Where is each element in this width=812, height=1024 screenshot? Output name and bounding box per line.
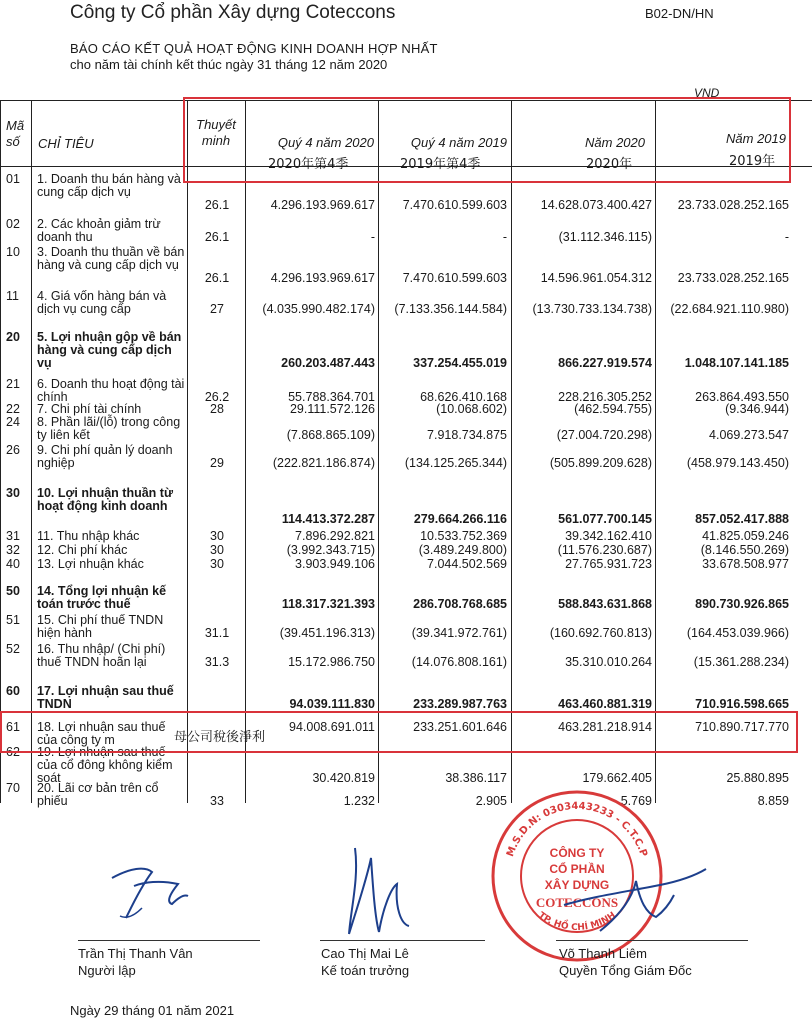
value-q4-2019: (14.076.808.161)	[411, 655, 507, 669]
value-y2020: 27.765.931.723	[565, 557, 652, 571]
value-y2020: 228.216.305.252	[558, 390, 652, 404]
value-y2019: 41.825.059.246	[702, 529, 789, 543]
value-q4-2020: (39.451.196.313)	[279, 626, 375, 640]
row-code: 11	[6, 289, 19, 303]
row-item-name: 5. Lợi nhuận gộp về bán hàng và cung cấp dịch vụ	[37, 330, 182, 370]
signature-line-preparer	[78, 940, 260, 941]
row-note: 26.1	[204, 198, 230, 212]
col-header-q4-2020: Quý 4 năm 2020	[277, 135, 374, 150]
report-title: BÁO CÁO KẾT QUẢ HOẠT ĐỘNG KINH DOANH HỢP NHẤT	[70, 41, 438, 56]
row-item-name: 9. Chi phí quản lý doanh nghiệp	[37, 443, 173, 470]
signer-title-preparer: Người lập	[78, 963, 136, 978]
value-q4-2019: 7.044.502.569	[427, 557, 507, 571]
signer-name-director: Võ Thanh Liêm	[559, 946, 647, 961]
annotation-parent-net-profit: 母公司稅後淨利	[174, 730, 266, 745]
row-code: 61	[6, 720, 20, 734]
value-q4-2019: -	[502, 230, 507, 244]
value-y2019: (8.146.550.269)	[700, 543, 789, 557]
value-q4-2020: (4.035.990.482.174)	[262, 302, 375, 316]
value-q4-2020: 30.420.819	[312, 771, 375, 785]
value-y2020: 463.460.881.319	[558, 697, 652, 711]
value-q4-2020: 1.232	[343, 794, 375, 808]
value-q4-2019: 337.254.455.019	[413, 356, 507, 370]
value-y2020: (462.594.755)	[574, 402, 652, 416]
col-header-y2020: Năm 2020	[585, 135, 645, 150]
row-note: 31.3	[204, 655, 230, 669]
value-y2020: 561.077.700.145	[558, 512, 652, 526]
col-header-y2019: Năm 2019	[726, 131, 786, 146]
value-y2019: 710.890.717.770	[695, 720, 789, 734]
report-subtitle: cho năm tài chính kết thúc ngày 31 tháng 12 năm 2020	[70, 57, 388, 72]
signature-chief-accountant	[335, 838, 425, 943]
row-code: 40	[6, 557, 20, 571]
value-q4-2020: (3.992.343.715)	[286, 543, 375, 557]
row-code: 31	[6, 529, 20, 543]
row-item-name: 1. Doanh thu bán hàng và cung cấp dịch vụ	[37, 172, 181, 199]
value-q4-2019: (134.125.265.344)	[404, 456, 507, 470]
value-q4-2019: 233.251.601.646	[413, 720, 507, 734]
report-date: Ngày 29 tháng 01 năm 2021	[70, 1003, 235, 1018]
signature-preparer	[100, 858, 195, 928]
row-item-name: 19. Lợi nhuận sau thuế của cổ đông không kiểm soát	[37, 745, 173, 785]
value-y2020: 14.628.073.400.427	[540, 198, 652, 212]
value-q4-2020: -	[370, 230, 375, 244]
signature-line-accountant	[320, 940, 485, 941]
signature-general-director	[560, 845, 710, 940]
stamp-line-1: CÔNG TY	[549, 846, 605, 860]
row-item-name: 14. Tổng lợi nhuận kế toán trước thuế	[37, 584, 167, 611]
value-q4-2019: 38.386.117	[445, 771, 507, 785]
currency-unit: VND	[694, 86, 720, 100]
value-y2019: (458.979.143.450)	[686, 456, 789, 470]
header-highlight-box	[183, 97, 791, 183]
row-note: 28	[210, 402, 224, 416]
value-y2019: (15.361.288.234)	[693, 655, 789, 669]
row-item-name: 6. Doanh thu hoạt động tài chính	[37, 377, 185, 404]
row-item-name: 3. Doanh thu thuần về bán hàng và cung cấp dịch vụ	[37, 245, 185, 272]
stamp-city-text: TP. HỒ CHÍ MINH	[536, 910, 618, 934]
value-q4-2020: 7.896.292.821	[295, 529, 375, 543]
value-q4-2020: 94.008.691.011	[289, 720, 375, 734]
signer-name-preparer: Trần Thị Thanh Vân	[78, 946, 193, 961]
value-q4-2019: 279.664.266.116	[413, 512, 507, 526]
stamp-line-4: COTECCONS	[535, 895, 619, 910]
value-q4-2019: 7.470.610.599.603	[402, 198, 507, 212]
row-item-name: 7. Chi phí tài chính	[37, 402, 142, 416]
value-y2019: 25.880.895	[726, 771, 789, 785]
row-code: 50	[6, 584, 20, 598]
row-code: 20	[6, 330, 20, 344]
signer-name-accountant: Cao Thị Mai Lê	[321, 946, 409, 961]
value-y2020: 14.596.961.054.312	[540, 271, 652, 285]
row-item-name: 11. Thu nhập khác	[37, 529, 140, 543]
value-q4-2020: 4.296.193.969.617	[270, 198, 375, 212]
row-note: 26.2	[204, 390, 230, 404]
value-y2020: (11.576.230.687)	[557, 543, 652, 557]
annotation-y2019: 2019年	[729, 154, 776, 169]
row-item-name: 13. Lợi nhuận khác	[37, 557, 144, 571]
value-y2019: 710.916.598.665	[695, 697, 789, 711]
value-y2020: 39.342.162.410	[565, 529, 652, 543]
value-y2020: 463.281.218.914	[558, 720, 652, 734]
row-note: 33	[210, 794, 224, 808]
stamp-line-2: CỔ PHẦN	[549, 862, 605, 876]
value-y2019: 23.733.028.252.165	[677, 271, 789, 285]
col-header-code: Mã số	[6, 118, 25, 149]
value-y2020: 5.769	[620, 794, 652, 808]
value-q4-2019: 7.918.734.875	[427, 428, 507, 442]
row-item-name: 16. Thu nhập/ (Chi phí) thuế TNDN hoãn lại	[37, 642, 166, 669]
row-note: 26.1	[204, 271, 230, 285]
form-code: B02-DN/HN	[645, 6, 714, 21]
row-code: 51	[6, 613, 20, 627]
col-header-q4-2019: Quý 4 năm 2019	[410, 135, 507, 150]
col-header-item: CHỈ TIÊU	[38, 136, 94, 151]
value-y2020: 35.310.010.264	[565, 655, 652, 669]
value-q4-2020: 55.788.364.701	[288, 390, 375, 404]
row-item-name: 17. Lợi nhuận sau thuế TNDN	[37, 684, 174, 711]
value-y2020: (505.899.209.628)	[549, 456, 652, 470]
annotation-q4-2019: 2019年第4季	[400, 157, 481, 172]
stamp-ring-text: M.S.D.N: 0303443233 - C.T.C.P	[504, 800, 650, 859]
row-item-name: 4. Giá vốn hàng bán và dịch vụ cung cấp	[37, 289, 167, 316]
row-code: 26	[6, 443, 20, 457]
value-y2020: (27.004.720.298)	[556, 428, 652, 442]
annotation-y2020: 2020年	[586, 157, 633, 172]
row-code: 70	[6, 781, 20, 795]
value-y2019: 4.069.273.547	[709, 428, 789, 442]
value-q4-2019: 10.533.752.369	[420, 529, 507, 543]
value-q4-2019: 7.470.610.599.603	[402, 271, 507, 285]
value-y2020: (160.692.760.813)	[549, 626, 652, 640]
row-code: 32	[6, 543, 20, 557]
value-y2020: (31.112.346.115)	[558, 230, 652, 244]
value-q4-2019: 286.708.768.685	[413, 597, 507, 611]
value-q4-2020: 3.903.949.106	[295, 557, 375, 571]
value-q4-2020: 94.039.111.830	[289, 697, 375, 711]
row-item-name: 8. Phần lãi/(lỗ) trong công ty liên kết	[37, 415, 181, 442]
stamp-line-3: XÂY DỰNG	[544, 878, 610, 892]
value-q4-2020: (222.821.186.874)	[272, 456, 375, 470]
row-code: 10	[6, 245, 20, 259]
row-item-name: 15. Chi phí thuế TNDN hiện hành	[37, 613, 164, 640]
value-q4-2020: 260.203.487.443	[281, 356, 375, 370]
value-y2019: 1.048.107.141.185	[684, 356, 789, 370]
value-q4-2020: 114.413.372.287	[281, 512, 375, 526]
value-q4-2019: (3.489.249.800)	[418, 543, 507, 557]
value-y2020: 866.227.919.574	[558, 356, 652, 370]
row-code: 22	[6, 402, 20, 416]
value-y2019: 23.733.028.252.165	[677, 198, 789, 212]
value-y2019: (164.453.039.966)	[686, 626, 789, 640]
row-code: 24	[6, 415, 20, 429]
row-note: 31.1	[204, 626, 230, 640]
value-y2020: 588.843.631.868	[558, 597, 652, 611]
row-item-name: 12. Chi phí khác	[37, 543, 128, 557]
value-y2019: (9.346.944)	[725, 402, 789, 416]
value-y2020: (13.730.733.134.738)	[532, 302, 652, 316]
value-q4-2020: 15.172.986.750	[288, 655, 375, 669]
value-y2019: (22.684.921.110.980)	[670, 302, 789, 316]
value-y2019: -	[784, 230, 789, 244]
value-y2019: 857.052.417.888	[695, 512, 789, 526]
value-q4-2020: 118.317.321.393	[281, 597, 375, 611]
row-note: 27	[210, 302, 224, 316]
value-q4-2019: (7.133.356.144.584)	[394, 302, 507, 316]
row-item-name: 20. Lãi cơ bản trên cổ phiếu	[37, 781, 159, 808]
row-note: 29	[210, 456, 224, 470]
value-q4-2020: 29.111.572.126	[289, 402, 375, 416]
row-note: 30	[210, 529, 224, 543]
row-code: 52	[6, 642, 20, 656]
col-header-note: Thuyết minh	[196, 117, 236, 148]
value-q4-2019: 233.289.987.763	[413, 697, 507, 711]
value-y2019: 263.864.493.550	[695, 390, 789, 404]
row-code: 01	[6, 172, 20, 186]
row-code: 02	[6, 217, 20, 231]
value-y2020: 179.662.405	[582, 771, 652, 785]
value-q4-2020: 4.296.193.969.617	[270, 271, 375, 285]
row-code: 21	[6, 377, 20, 391]
annotation-q4-2020: 2020年第4季	[268, 157, 349, 172]
value-q4-2019: 68.626.410.168	[420, 390, 507, 404]
row-code: 30	[6, 486, 20, 500]
value-q4-2020: (7.868.865.109)	[286, 428, 375, 442]
row-note: 30	[210, 543, 224, 557]
signature-line-director	[556, 940, 748, 941]
value-q4-2019: (39.341.972.761)	[411, 626, 507, 640]
row-code: 60	[6, 684, 20, 698]
value-y2019: 890.730.926.865	[695, 597, 789, 611]
company-name: Công ty Cổ phần Xây dựng Coteccons	[70, 2, 396, 23]
value-q4-2019: (10.068.602)	[436, 402, 507, 416]
value-y2019: 33.678.508.977	[702, 557, 789, 571]
row-item-name: 10. Lợi nhuận thuần từ hoạt động kinh doanh	[37, 486, 173, 513]
signer-title-accountant: Kế toán trưởng	[321, 963, 410, 978]
value-q4-2019: 2.905	[475, 794, 507, 808]
signer-title-director: Quyền Tổng Giám Đốc	[559, 963, 692, 978]
row-code: 62	[6, 745, 20, 759]
row-item-name: 18. Lợi nhuận sau thuế của công ty m	[37, 720, 166, 747]
row-note: 30	[210, 557, 224, 571]
row-note: 26.1	[204, 230, 230, 244]
row-item-name: 2. Các khoản giảm trừ doanh thu	[37, 217, 161, 244]
value-y2019: 8.859	[757, 794, 789, 808]
row-61-highlight-box	[0, 711, 798, 753]
